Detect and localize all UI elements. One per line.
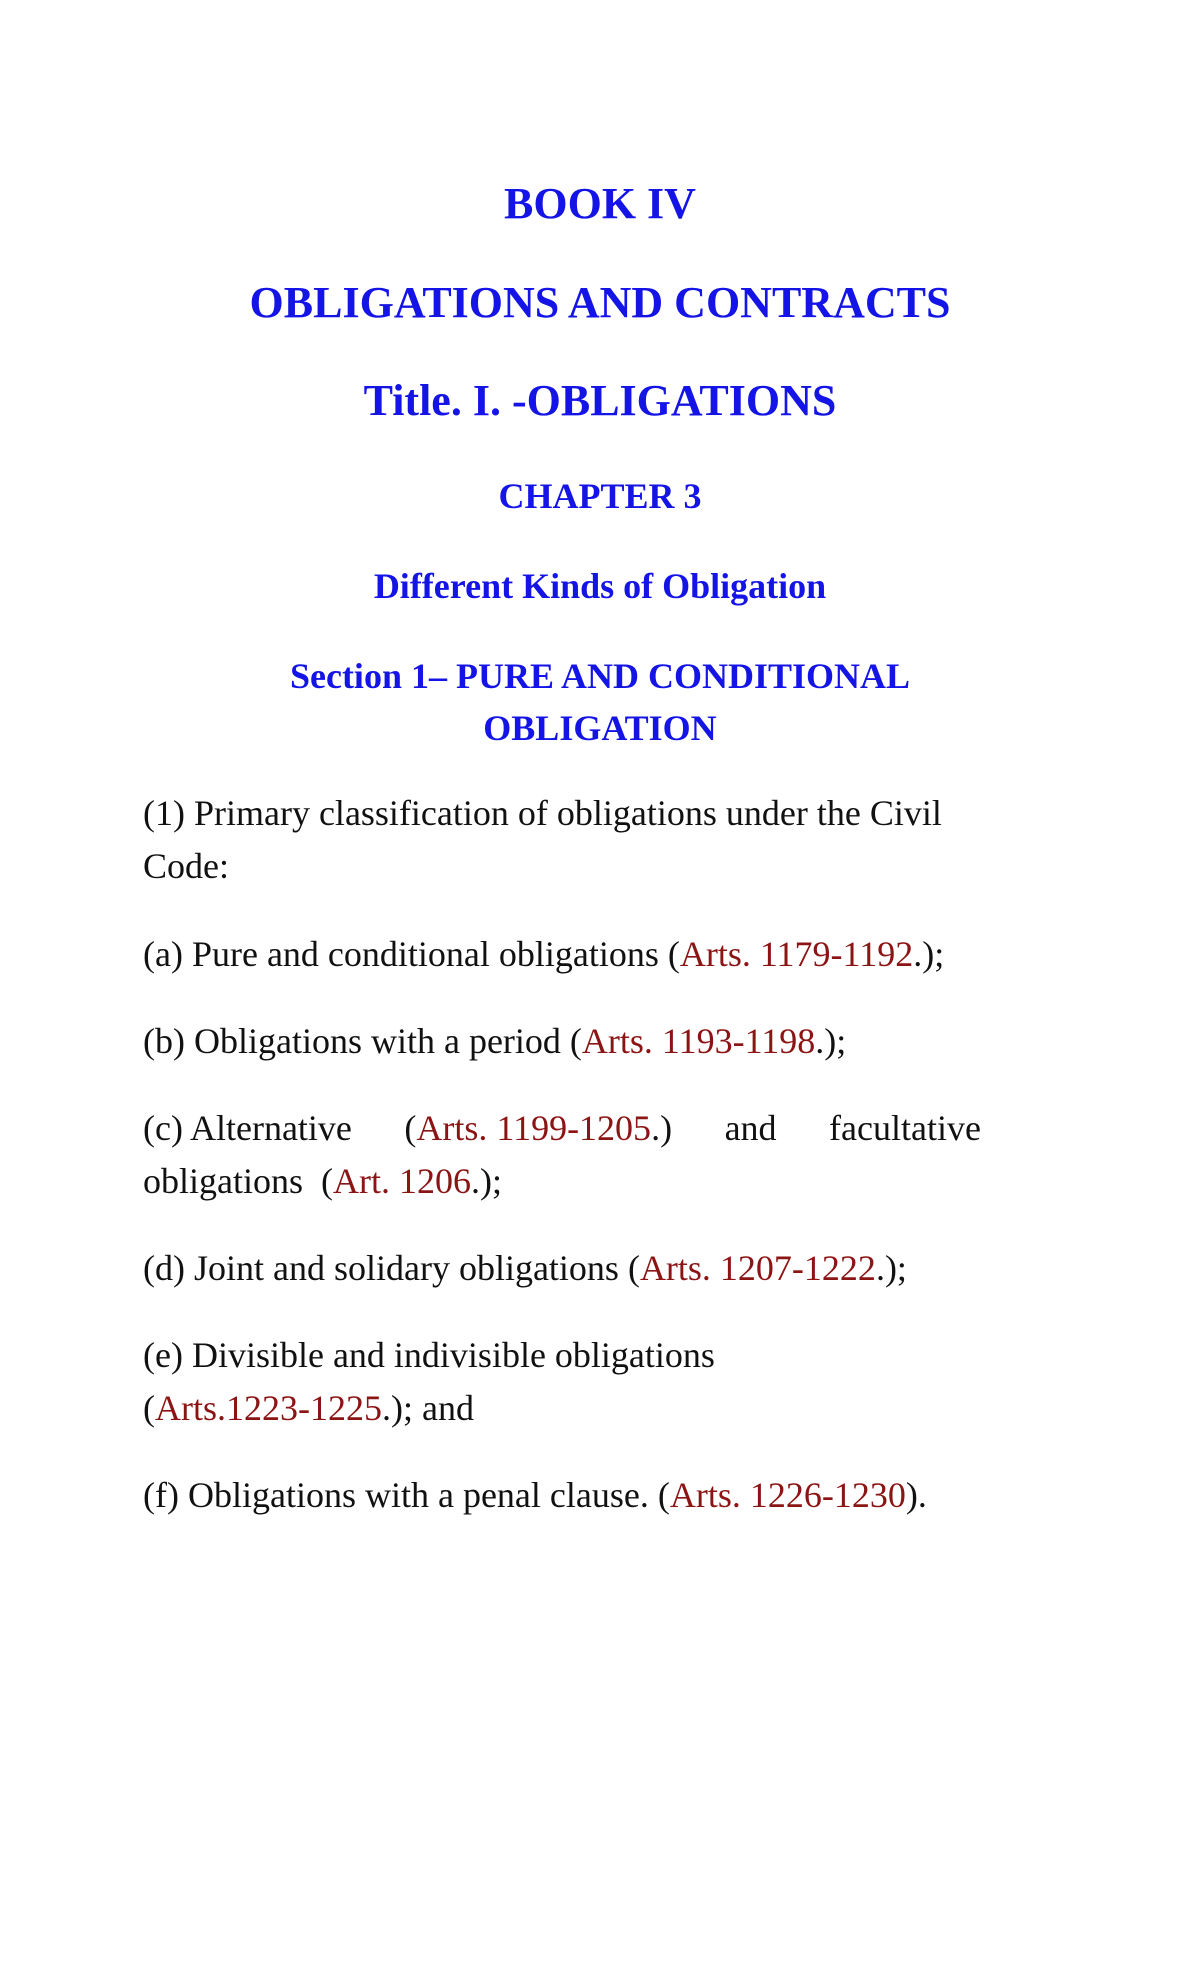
section-heading-line1: Section 1– PURE AND CONDITIONAL — [289, 656, 911, 696]
item-c-reference-2: Art. 1206 — [332, 1161, 471, 1201]
intro-line-2: Code: — [143, 846, 229, 886]
book-title-heading: OBLIGATIONS AND CONTRACTS — [249, 278, 951, 327]
item-c-close: .) — [651, 1108, 673, 1148]
item-e-line-2 — [143, 1382, 1023, 1435]
item-d-suffix: .); — [875, 1248, 907, 1288]
list-item-b — [143, 1015, 1023, 1068]
item-b-suffix: .); — [815, 1021, 847, 1061]
item-b-text: (b) Obligations with a period ( — [143, 1021, 582, 1061]
item-a-reference: Arts. 1179-1192 — [679, 934, 914, 974]
item-e-open: ( — [143, 1388, 155, 1428]
chapter-title-heading: Different Kinds of Obligation — [373, 566, 827, 606]
item-b-reference: Arts. 1193-1198 — [581, 1021, 816, 1061]
list-item-f — [143, 1469, 1023, 1522]
item-c-part1: (c) Alternative — [143, 1108, 352, 1148]
list-item-c — [143, 1102, 981, 1208]
item-c-reference-group — [404, 1102, 672, 1155]
item-a-suffix: .); — [913, 934, 945, 974]
section-heading — [0, 650, 1200, 754]
book-heading: BOOK IV — [504, 179, 696, 228]
item-e-reference: Arts.1223-1225 — [155, 1388, 382, 1428]
item-d-text: (d) Joint and solidary obligations ( — [143, 1248, 640, 1288]
item-a-text: (a) Pure and conditional obligations ( — [143, 934, 680, 974]
item-c-reference-1: Arts. 1199-1205 — [416, 1108, 652, 1148]
item-d-reference: Arts. 1207-1222 — [639, 1248, 876, 1288]
item-c-line2-suffix: .); — [470, 1161, 502, 1201]
section-heading-line2: OBLIGATION — [483, 708, 717, 748]
item-f-reference: Arts. 1226-1230 — [669, 1475, 906, 1515]
item-c-open: ( — [404, 1108, 417, 1148]
item-c-part4: facultative — [829, 1108, 981, 1148]
item-f-suffix: ). — [905, 1475, 927, 1515]
list-item-d — [143, 1242, 1023, 1295]
chapter-heading: CHAPTER 3 — [498, 476, 702, 516]
item-f-text: (f) Obligations with a penal clause. ( — [143, 1475, 670, 1515]
item-e-line-1: (e) Divisible and indivisible obligations — [143, 1335, 715, 1375]
intro-line-1: (1) Primary classification of obligations under the Civil — [143, 793, 942, 833]
item-c-line2-prefix: obligations ( — [143, 1161, 333, 1201]
item-c-line-1 — [143, 1102, 981, 1155]
list-item-e — [143, 1329, 1023, 1435]
title-heading: Title. I. -OBLIGATIONS — [363, 376, 837, 425]
item-c-line-2 — [143, 1155, 981, 1208]
intro-paragraph — [143, 787, 1023, 893]
list-item-a — [143, 928, 1023, 981]
item-e-suffix: .); and — [382, 1388, 474, 1428]
item-c-part3: and — [724, 1108, 777, 1148]
